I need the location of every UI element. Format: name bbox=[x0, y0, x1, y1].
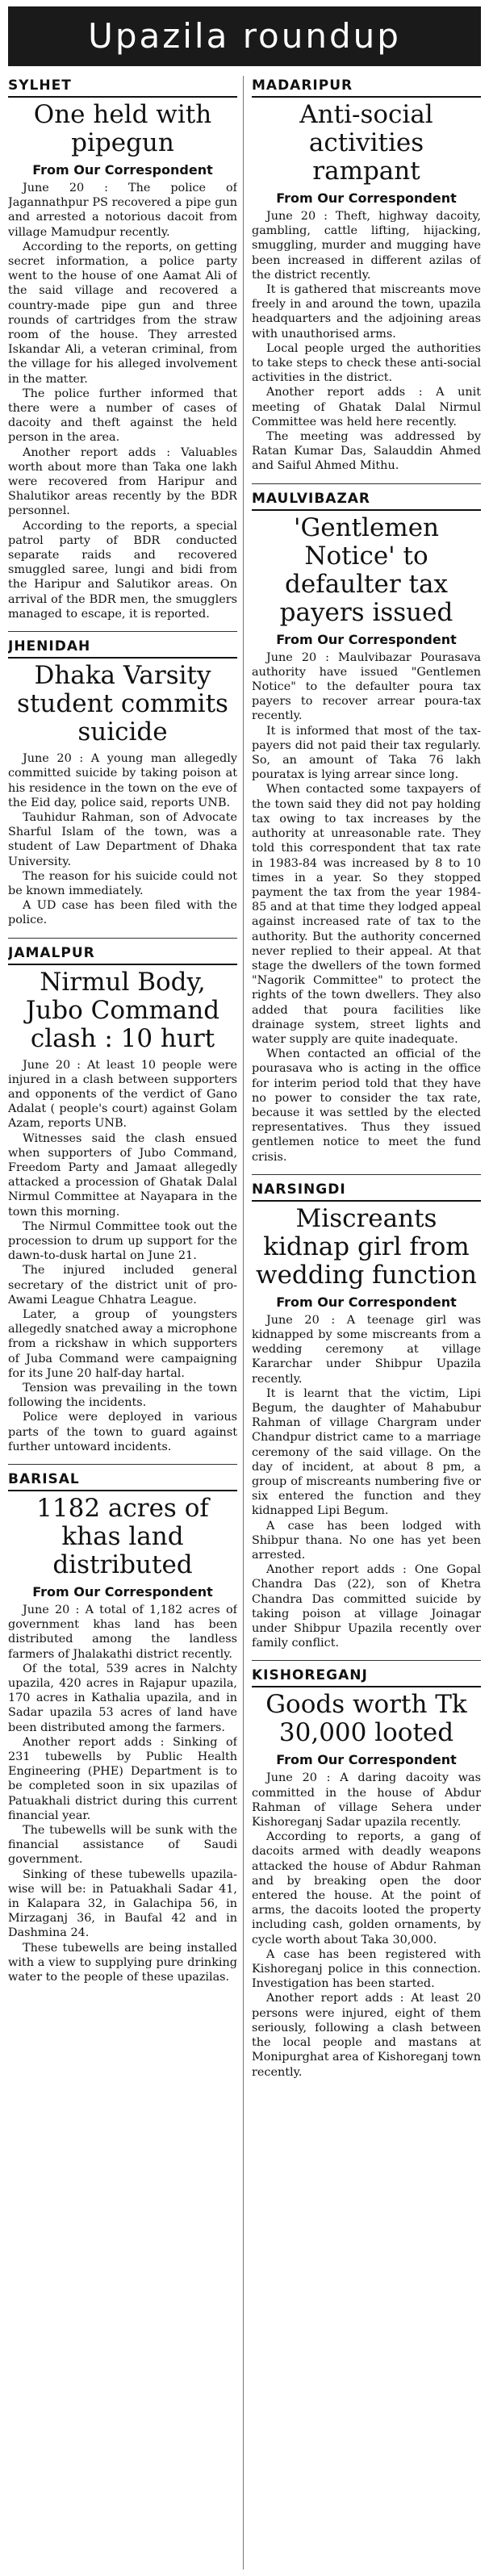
article-paragraph: Sinking of these tubewells upazila-wise will be: in Patuakhali Sadar 41, in Kalapara 32, in Galachipa 56, in Mirzaganj 36, in Baufal 42 and in Dashmina 24. bbox=[8, 1867, 237, 1940]
article-separator bbox=[252, 1174, 481, 1175]
article-paragraph: June 20 : Theft, highway dacoity, gambling, cattle lifting, hijacking, smuggling, murder and mugging have been increased in different azilas of the district recently. bbox=[252, 210, 481, 282]
column-divider bbox=[243, 76, 244, 2570]
article-paragraph: Witnesses said the clash ensued when supporters of Jubo Command, Freedom Party and Jamaat allegedly attacked a procession of Ghatak Dalal Nirmul Committee at Nayapara in the town this morning. bbox=[8, 1131, 237, 1219]
article-paragraph: A case has been registered with Kishoreganj police in this connection. Investigation has been started. bbox=[252, 1947, 481, 1991]
article-headline: One held with pipegun bbox=[33, 100, 212, 157]
article-paragraph: Another report adds : At least 20 persons were injured, eight of them seriously, following a clash between the local people and mastans at Monipurghat area of Kishoreganj town recently. bbox=[252, 1992, 481, 2079]
article-headline: 'Gentlemen Notice' to defaulter tax payers issued bbox=[279, 512, 453, 627]
article-paragraph: June 20 : A teenage girl was kidnapped by some miscreants from a wedding ceremony at village Kararchar under Shibpur Upazila recently. bbox=[252, 1313, 481, 1386]
article bbox=[252, 489, 481, 1165]
article-paragraph: Later, a group of youngsters allegedly snatched away a microphone from a rickshaw in which supporters of Juba Command were campaigning for its June 20 half-day hartal. bbox=[8, 1307, 237, 1380]
article-paragraph: June 20 : At least 10 people were injured in a clash between supporters and opponents of the verdict of Gano Adalat ( people's court) against Golam Azam, reports UNB. bbox=[8, 1058, 237, 1131]
article bbox=[8, 76, 237, 621]
article-paragraph: June 20 : A total of 1,182 acres of government khas land has been distributed among the landless farmers of Jhalakathi district recently. bbox=[8, 1604, 237, 1661]
left-column bbox=[8, 76, 237, 2570]
article-paragraph: It is informed that most of the tax-payers did not paid their tax regularly. So, an amount of Taka 76 lakh pouratax is lying arrear since long. bbox=[252, 724, 481, 782]
article-paragraph: A case has been lodged with Shibpur thana. No one has yet been arrested. bbox=[252, 1519, 481, 1562]
article-paragraph: Tension was prevailing in the town following the incidents. bbox=[8, 1382, 237, 1410]
article-dateline: SYLHET bbox=[8, 76, 237, 98]
article-paragraph: Another report adds : Valuables worth about more than Taka one lakh were recovered from Haripur and Shalutikor areas recently by the BDR personnel. bbox=[8, 445, 237, 518]
article-headline: Nirmul Body, Jubo Command clash : 10 hurt bbox=[25, 967, 220, 1053]
article-paragraph: The meeting was addressed by Ratan Kumar Das, Salauddin Ahmed and Saiful Ahmed Mithu. bbox=[252, 430, 481, 473]
article-paragraph: According to the reports, a special patrol party of BDR conducted separate raids and recovered smuggled saree, lungi and bidi from the Haripur and Salutikor areas. On arrival of the BDR men, the smugglers managed to escape, it is reported. bbox=[8, 519, 237, 621]
article-paragraph: Of the total, 539 acres in Nalchty upazila, 420 acres in Rajapur upazila, 170 acres in Kathalia upazila, and in Sadar upazila 53 acres of land have been distributed among the farmers. bbox=[8, 1662, 237, 1734]
article-body bbox=[252, 209, 481, 474]
article-paragraph: The tubewells will be sunk with the financial assistance of Saudi government. bbox=[8, 1824, 237, 1867]
article-paragraph: The Nirmul Committee took out the procession to drum up support for the dawn-to-dusk hartal on June 21. bbox=[8, 1219, 237, 1263]
article-paragraph: June 20 : A daring dacoity was committed in the house of Abdur Rahman of village Sehera under Kishoreganj Sadar upazila recently. bbox=[252, 1771, 481, 1830]
article bbox=[8, 943, 237, 1454]
article-dateline: JHENIDAH bbox=[8, 637, 237, 659]
article-paragraph: A UD case has been filed with the police. bbox=[8, 899, 237, 927]
article-headline: Miscreants kidnap girl from wedding function bbox=[256, 1203, 477, 1290]
article-dateline: NARSINGDI bbox=[252, 1180, 481, 1202]
article-paragraph: The injured included general secretary of the district unit of pro-Awami League Chhatra League. bbox=[8, 1264, 237, 1307]
article-paragraph: June 20 : Maulvibazar Pourasava authority have issued "Gentlemen Notice" to the defaulter poura tax payers to recover arrear poura-tax recently. bbox=[252, 650, 481, 723]
article-dateline: KISHOREGANJ bbox=[252, 1666, 481, 1687]
article-byline: From Our Correspondent bbox=[276, 190, 457, 206]
article bbox=[252, 1180, 481, 1651]
article-paragraph: Another report adds : A unit meeting of Ghatak Dalal Nirmul Committee was held here recently. bbox=[252, 386, 481, 429]
article-separator bbox=[8, 631, 237, 632]
article-byline: From Our Correspondent bbox=[32, 162, 213, 178]
article-paragraph: According to the reports, on getting secret information, a police party went to the house of one Aamat Ali of the said village and recovered a country-made pipe gun and three rounds of cartridges from the straw room of the house. They arrested Iskandar Ali, a veteran criminal, from the village for his alleged involvement in the matter. bbox=[8, 240, 237, 386]
banner-title: Upazila roundup bbox=[88, 16, 401, 56]
article-paragraph: When contacted some taxpayers of the town said they did not pay holding tax owing to tax increases by the authority at unreasonable rate. They told this correspondent that tax rate in 1983-84 was increased by 8 to 10 times in a year. So they stopped payment the tax from the year 1984-85 and at that time they lodged appeal against increased rate of tax to the authority. But the authority concerned never replied to their appeal. At that stage the dwellers of the town formed "Nagorik Committee" to protect the rights of the town dwellers. They also added that poura facilities like drainage system, street lights and water supply are quite inadequate. bbox=[252, 783, 481, 1046]
article-body bbox=[8, 1058, 237, 1454]
article-dateline: MAULVIBAZAR bbox=[252, 489, 481, 511]
article-byline: From Our Correspondent bbox=[276, 1294, 457, 1310]
article-paragraph: Local people urged the authorities to take steps to check these anti-social activities in the district. bbox=[252, 341, 481, 385]
article-separator bbox=[8, 938, 237, 939]
article-paragraph: Police were deployed in various parts of the town to guard against further untoward incidents. bbox=[8, 1411, 237, 1453]
article bbox=[8, 637, 237, 927]
article-separator bbox=[252, 483, 481, 484]
article-separator bbox=[252, 1660, 481, 1661]
article-headline: Dhaka Varsity student commits suicide bbox=[17, 661, 228, 747]
article-headline: 1182 acres of khas land distributed bbox=[36, 1494, 209, 1580]
article-body bbox=[8, 1603, 237, 1984]
section-banner bbox=[8, 6, 481, 66]
article-paragraph: Tauhidur Rahman, son of Advocate Sharful Islam of the town, was a student of Law Department of Dhaka University. bbox=[8, 810, 237, 868]
article-paragraph: Another report adds : Sinking of 231 tubewells by Public Health Engineering (PHE) Department is to be completed soon in six upazilas of Patuakhali district during this current financial year. bbox=[8, 1735, 237, 1822]
right-column bbox=[252, 76, 481, 2570]
article-byline: From Our Correspondent bbox=[32, 1584, 213, 1600]
article-headline: Anti-social activities rampant bbox=[299, 100, 433, 186]
article-dateline: BARISAL bbox=[8, 1470, 237, 1491]
article-byline: From Our Correspondent bbox=[276, 1752, 457, 1768]
article-body bbox=[252, 1313, 481, 1651]
article bbox=[8, 1470, 237, 1984]
article-paragraph: Another report adds : One Gopal Chandra Das (22), son of Khetra Chandra Das committed suicide by taking poison at village Joinagar under Shibpur Upazila recently over family conflict. bbox=[252, 1563, 481, 1650]
article bbox=[252, 1666, 481, 2079]
article-paragraph: June 20 : A young man allegedly committed suicide by taking poison at his residence in the town on the eve of the Eid day, police said, reports UNB. bbox=[8, 752, 237, 809]
article-paragraph: June 20 : The police of Jagannathpur PS recovered a pipe gun and arrested a notorious dacoit from village Mamudpur recently. bbox=[8, 182, 237, 239]
article-dateline: JAMALPUR bbox=[8, 943, 237, 965]
article-paragraph: When contacted an official of the pourasava who is acting in the office for interim period told that they have no power to consider the tax rate, because it was settled by the elected representatives. Thus they issued gentlemen notice to meet the fund crisis. bbox=[252, 1048, 481, 1164]
article-body bbox=[8, 181, 237, 621]
article-paragraph: It is gathered that miscreants move freely in and around the town, upazila headquarters and the adjoining areas with unauthorised arms. bbox=[252, 283, 481, 341]
article-body bbox=[252, 1771, 481, 2079]
article-separator bbox=[8, 1464, 237, 1465]
article-headline: Goods worth Tk 30,000 looted bbox=[265, 1690, 467, 1748]
article-paragraph: According to reports, a gang of dacoits armed with deadly weapons attacked the house of Abdur Rahman and by breaking open the door entered the house. At the point of arms, the dacoits looted the property including cash, golden ornaments, by cycle worth about Taka 30,000. bbox=[252, 1830, 481, 1947]
article-body bbox=[252, 650, 481, 1165]
article-body bbox=[8, 751, 237, 927]
article bbox=[252, 76, 481, 474]
article-paragraph: The reason for his suicide could not be known immediately. bbox=[8, 869, 237, 897]
article-paragraph: It is learnt that the victim, Lipi Begum, the daughter of Mahabubur Rahman of village Chargram under Chandpur district came to a marriage ceremony of the said village. On the day of incident, at about 8 pm, a group of miscreants numbering five or six entered the function and they kidnapped Lipi Begum. bbox=[252, 1386, 481, 1518]
article-byline: From Our Correspondent bbox=[276, 631, 457, 647]
article-dateline: MADARIPUR bbox=[252, 76, 481, 98]
article-paragraph: The police further informed that there were a number of cases of dacoity and theft against the held person in the area. bbox=[8, 387, 237, 445]
article-paragraph: These tubewells are being installed with a view to supplying pure drinking water to the people of these upazilas. bbox=[8, 1941, 237, 1984]
